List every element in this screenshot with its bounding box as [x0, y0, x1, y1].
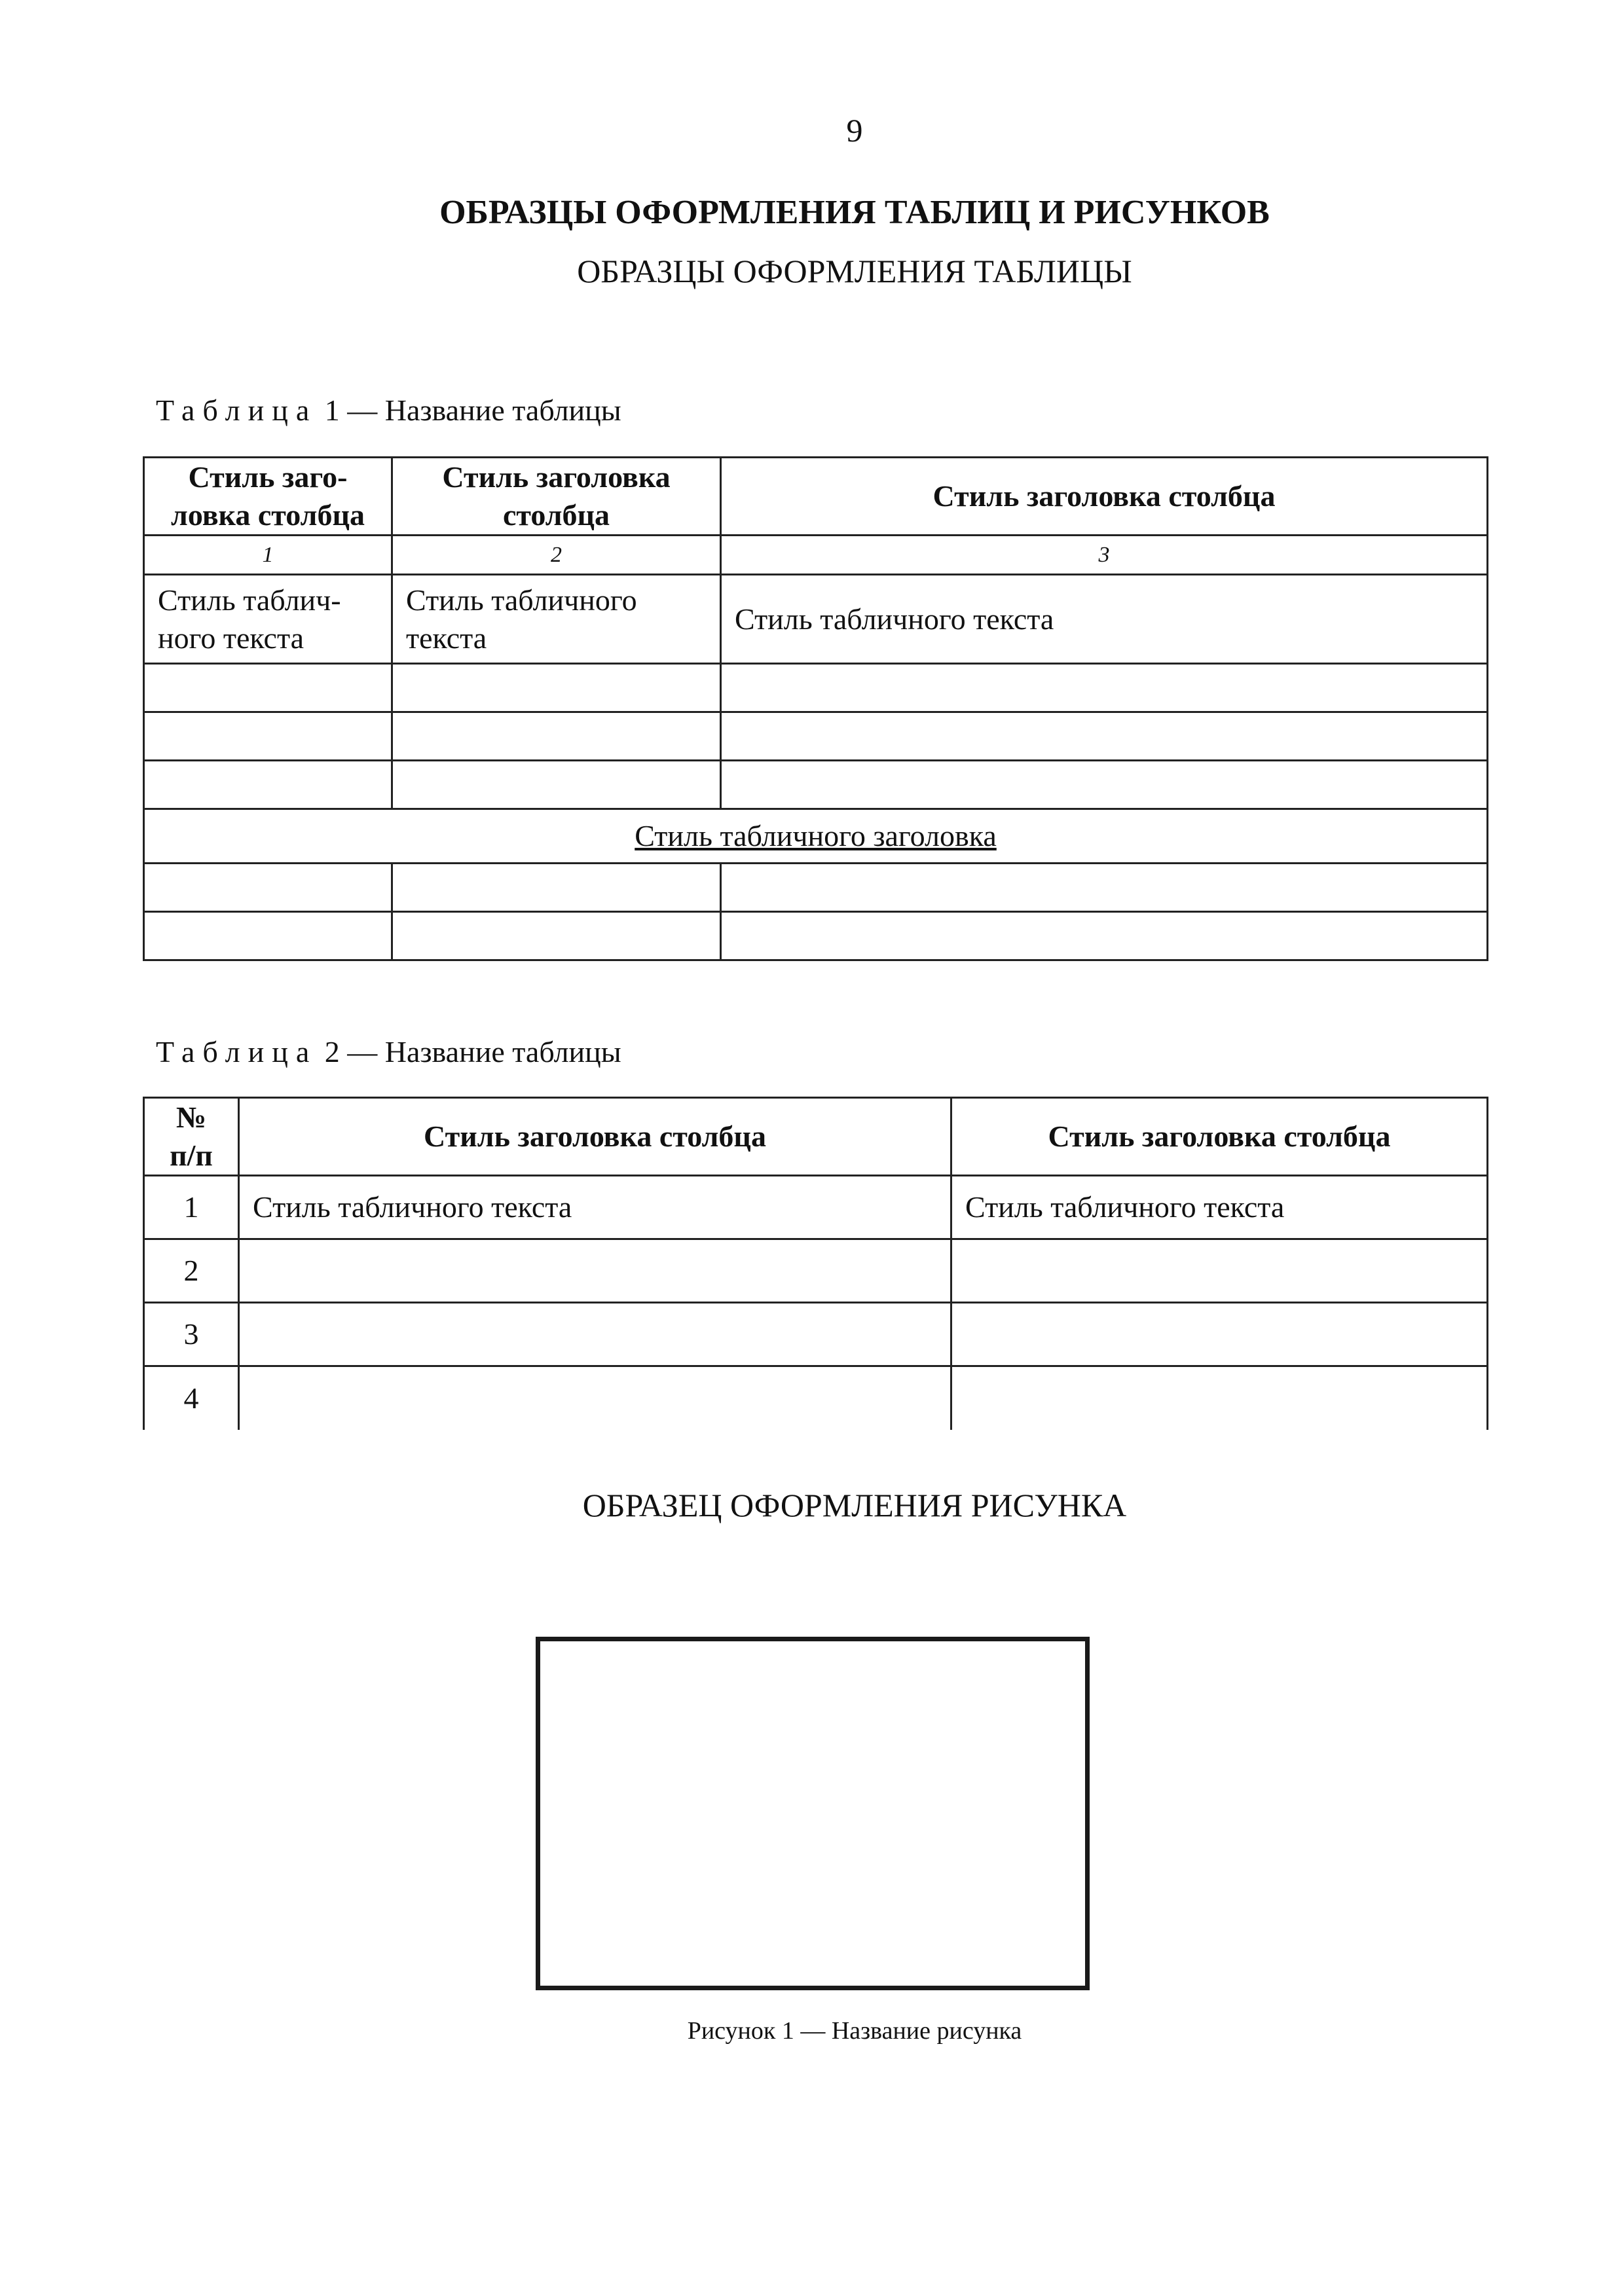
row-number: 3 — [144, 1303, 239, 1366]
table1-section-row — [144, 809, 1488, 864]
table-cell — [721, 712, 1488, 761]
table2-header-cell — [144, 1098, 239, 1176]
table-cell — [239, 1303, 951, 1366]
table1-number-row — [144, 536, 1488, 575]
table1-caption — [156, 393, 621, 428]
table-row — [144, 864, 1488, 912]
table1-header-cell — [392, 458, 721, 536]
table-cell — [239, 1239, 951, 1303]
table-cell — [951, 1366, 1488, 1430]
table-cell — [951, 1303, 1488, 1366]
table-row — [144, 664, 1488, 712]
column-number: 1 — [144, 536, 392, 575]
table-cell — [721, 761, 1488, 809]
table1-header-cell — [144, 458, 392, 536]
column-number: 3 — [721, 536, 1488, 575]
cell-line: Стиль табличного — [406, 583, 637, 617]
row-number: 4 — [144, 1366, 239, 1430]
table-cell — [721, 575, 1488, 664]
table1-header-row — [144, 458, 1488, 536]
table2-header-row — [144, 1098, 1488, 1176]
header-line: Стиль заголовка столбца — [932, 479, 1276, 513]
table-cell — [144, 864, 392, 912]
table-row — [144, 712, 1488, 761]
figure-section-title: ОБРАЗЕЦ ОФОРМЛЕНИЯ РИСУНКА — [582, 1487, 1127, 1523]
row-number: 2 — [144, 1239, 239, 1303]
cell-line: ного текста — [158, 621, 304, 655]
table-row — [144, 1239, 1488, 1303]
table-cell — [721, 912, 1488, 960]
table-cell — [392, 912, 721, 960]
table-cell — [392, 664, 721, 712]
table-cell — [144, 575, 392, 664]
table-cell: Стиль табличного текста — [239, 1176, 951, 1239]
table-cell — [951, 1239, 1488, 1303]
table2-caption-title: 2 — Название таблицы — [317, 1035, 621, 1068]
table-row — [144, 761, 1488, 809]
table-cell — [239, 1366, 951, 1430]
table-row — [144, 1303, 1488, 1366]
table-cell — [144, 761, 392, 809]
table1 — [143, 456, 1488, 961]
table1-section-header — [144, 809, 1488, 864]
header-line: Стиль заго- — [188, 460, 348, 494]
cell-line: Стиль табличного текста — [735, 602, 1054, 636]
header-line: ловка столбца — [171, 498, 365, 532]
table-row — [144, 575, 1488, 664]
cell-line: Стиль таблич- — [158, 583, 341, 617]
table-cell — [392, 712, 721, 761]
header-line: столбца — [502, 498, 610, 532]
table-cell — [392, 575, 721, 664]
tables-section-title: ОБРАЗЦЫ ОФОРМЛЕНИЯ ТАБЛИЦЫ — [577, 253, 1132, 289]
table1-caption-title: 1 — Название таблицы — [317, 393, 621, 427]
table2-caption — [156, 1034, 621, 1069]
table-cell — [392, 864, 721, 912]
table-cell — [144, 664, 392, 712]
table-cell — [144, 912, 392, 960]
table1-caption-word: Таблица — [156, 393, 318, 427]
table-cell — [144, 712, 392, 761]
page-number: 9 — [846, 112, 863, 149]
table2-caption-word: Таблица — [156, 1035, 318, 1068]
main-title: ОБРАЗЦЫ ОФОРМЛЕНИЯ ТАБЛИЦ И РИСУНКОВ — [439, 194, 1270, 231]
figure-frame — [536, 1637, 1090, 1990]
column-number: 2 — [392, 536, 721, 575]
table2 — [143, 1097, 1488, 1430]
section-header-text: Стиль табличного заголовка — [635, 819, 997, 852]
header-line: № — [175, 1101, 207, 1134]
header-line: Стиль заголовка — [442, 460, 671, 494]
table-cell — [721, 664, 1488, 712]
cell-line: текста — [406, 621, 487, 655]
table-row — [144, 1366, 1488, 1430]
header-line: п/п — [170, 1139, 213, 1172]
figure-caption: Рисунок 1 — Название рисунка — [687, 2017, 1022, 2045]
row-number: 1 — [144, 1176, 239, 1239]
table2-header-cell: Стиль заголовка столбца — [239, 1098, 951, 1176]
table-cell — [721, 864, 1488, 912]
table1-header-cell — [721, 458, 1488, 536]
table-cell: Стиль табличного текста — [951, 1176, 1488, 1239]
table-cell — [392, 761, 721, 809]
table-row — [144, 912, 1488, 960]
table2-header-cell: Стиль заголовка столбца — [951, 1098, 1488, 1176]
table-row — [144, 1176, 1488, 1239]
